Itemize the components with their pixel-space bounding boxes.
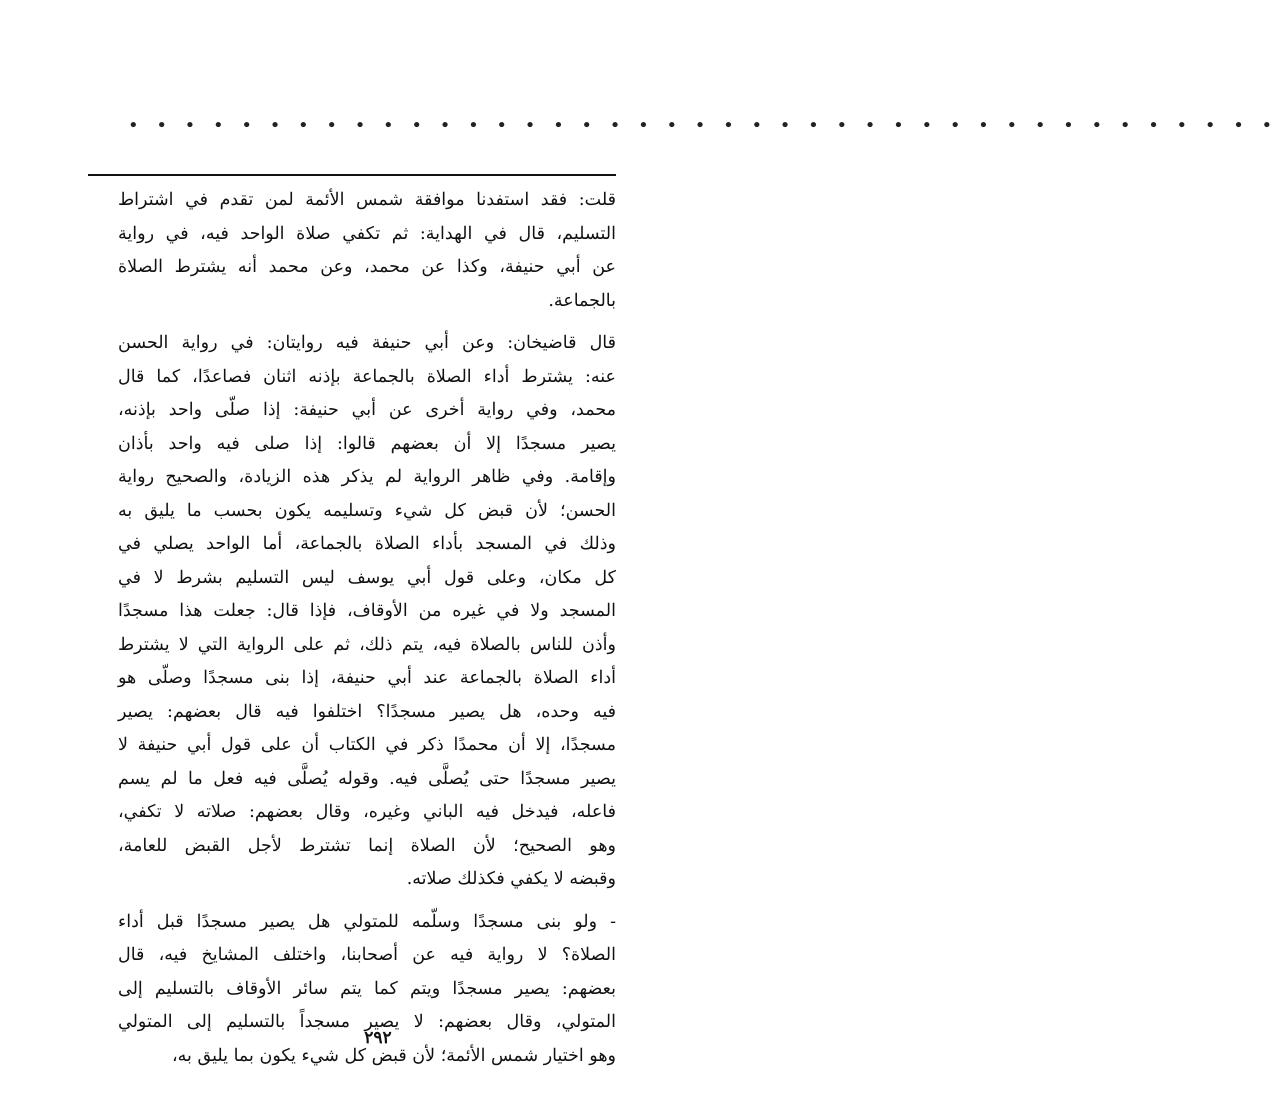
text-line: بعضهم: يصير مسجدًا ويتم كما يتم سائر الأوقاف بالتسليم إلى <box>118 978 616 999</box>
text-line: التسليم، قال في الهداية: ثم تكفي صلاة الواحد فيه، في رواية <box>118 223 616 244</box>
text-line: مسجدًا، إلا أن محمدًا ذكر في الكتاب أن على قول أبي حنيفة لا <box>118 735 616 755</box>
paragraph-2 <box>118 327 616 897</box>
text-line: وقبضه لا يكفي فكذلك صلاته. <box>406 869 616 889</box>
text-line: فيه وحده، هل يصير مسجدًا؟ اختلفوا فيه قال بعضهم: يصير <box>118 701 616 722</box>
text-line: وهو الصحيح؛ لأن الصلاة إنما تشترط لأجل القبض للعامة، <box>118 835 616 856</box>
ornamental-dot-rule: • • • • • • • • • • • • • • • • • • • • • • • • • • • • • • • • • • • • • • • • • <box>128 115 1278 136</box>
text-line: أداء الصلاة بالجماعة عند أبي حنيفة، إذا بنى مسجدًا وصلّى هو <box>118 668 616 688</box>
text-line: وهو اختيار شمس الأئمة؛ لأن قبض كل شيء يكون بما يليق به، <box>172 1045 616 1066</box>
text-line: وإقامة. وفي ظاهر الرواية لم يذكر هذه الزيادة، والصحيح رواية <box>118 467 616 487</box>
text-line: عنه: يشترط أداء الصلاة بالجماعة بإذنه اثنان فصاعدًا، كما قال <box>118 366 616 387</box>
text-line: كل مكان، وعلى قول أبي يوسف ليس التسليم بشرط لا في <box>118 567 616 588</box>
text-line: وأذن للناس بالصلاة فيه، يتم ذلك، ثم على الرواية التي لا يشترط <box>118 634 616 655</box>
text-line: وذلك في المسجد بأداء الصلاة بالجماعة، أما الواحد يصلي في <box>118 534 616 554</box>
text-line: الصلاة؟ لا رواية فيه عن أصحابنا، واختلف المشايخ فيه، قال <box>118 945 616 965</box>
text-line: عن أبي حنيفة، وكذا عن محمد، وعن محمد أنه يشترط الصلاة <box>118 257 616 277</box>
text-line: يصير مسجدًا حتى يُصلَّى فيه. وقوله يُصلَّى فيه فعل ما لم يسم <box>118 768 616 789</box>
text-line: قال قاضيخان: وعن أبي حنيفة فيه روايتان: في رواية الحسن <box>118 333 616 353</box>
text-line: فاعله، فيدخل فيه الباني وغيره، وقال بعضهم: صلاته لا تكفي، <box>118 802 616 822</box>
paragraph-1 <box>118 184 616 318</box>
text-line: محمد، وفي رواية أخرى عن أبي حنيفة: إذا صلّى واحد بإذنه، <box>118 400 616 420</box>
page-number: ٢٩٢ <box>364 1028 392 1048</box>
text-line: المسجد ولا في غيره من الأوقاف، فإذا قال: جعلت هذا مسجدًا <box>118 601 616 621</box>
text-line: بالجماعة. <box>548 290 616 311</box>
text-line: قلت: فقد استفدنا موافقة شمس الأئمة لمن تقدم في اشتراط <box>118 190 616 210</box>
text-line: - ولو بنى مسجدًا وسلّمه للمتولي هل يصير مسجدًا قبل أداء <box>118 911 616 932</box>
text-line: يصير مسجدًا إلا أن بعضهم قالوا: إذا صلى فيه واحد بأذان <box>118 433 616 454</box>
text-line: المتولي، وقال بعضهم: لا يصير مسجداً بالتسليم إلى المتولي <box>118 1012 616 1032</box>
page-body <box>118 184 616 1082</box>
header-divider <box>88 174 616 176</box>
text-line: الحسن؛ لأن قبض كل شيء وتسليمه يكون بحسب ما يليق به <box>118 500 616 521</box>
